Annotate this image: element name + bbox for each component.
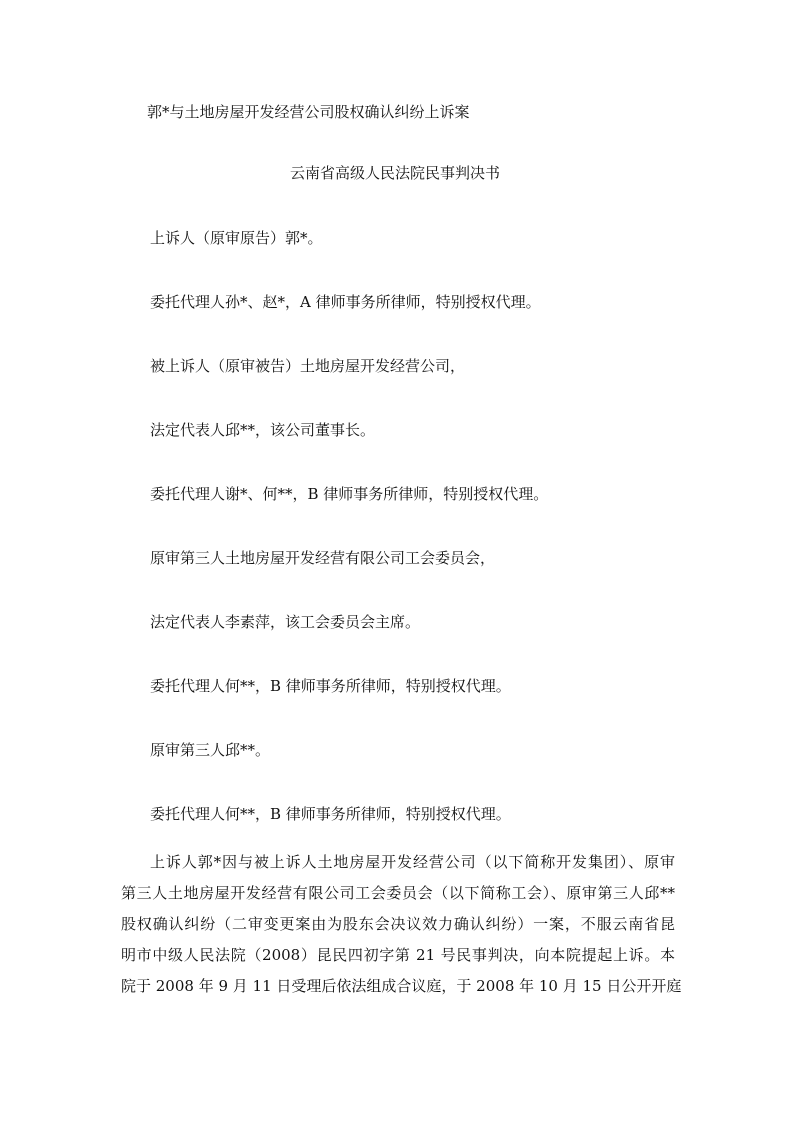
party-line: 委托代理人何**，B 律师事务所律师，特别授权代理。 bbox=[150, 805, 511, 823]
body-paragraph-line: 上诉人郭*因与被上诉人土地房屋开发经营公司（以下简称开发集团）、原审 bbox=[150, 853, 675, 871]
party-line: 上诉人（原审原告）郭*。 bbox=[150, 229, 323, 247]
party-line: 原审第三人邱**。 bbox=[150, 741, 271, 759]
document-title: 郭*与土地房屋开发经营公司股权确认纠纷上诉案 bbox=[147, 103, 470, 121]
body-paragraph-line: 第三人土地房屋开发经营有限公司工会委员会（以下简称工会）、原审第三人邱** bbox=[121, 884, 675, 902]
body-paragraph-line: 明市中级人民法院（2008）昆民四初字第 21 号民事判决，向本院提起上诉。本 bbox=[121, 946, 675, 964]
body-paragraph-line: 院于 2008 年 9 月 11 日受理后依法组成合议庭，于 2008 年 10 月 15 日公开开庭 bbox=[121, 977, 682, 995]
party-line: 原审第三人土地房屋开发经营有限公司工会委员会， bbox=[150, 549, 496, 567]
party-line: 委托代理人何**，B 律师事务所律师，特别授权代理。 bbox=[150, 677, 511, 695]
party-line: 法定代表人邱**，该公司董事长。 bbox=[150, 421, 376, 439]
party-line: 委托代理人谢*、何**，B 律师事务所律师，特别授权代理。 bbox=[150, 485, 549, 503]
party-line: 委托代理人孙*、赵*，A 律师事务所律师，特别授权代理。 bbox=[150, 293, 541, 311]
document-subtitle: 云南省高级人民法院民事判决书 bbox=[290, 164, 501, 182]
party-line: 被上诉人（原审被告）土地房屋开发经营公司， bbox=[150, 357, 466, 375]
party-line: 法定代表人李素萍，该工会委员会主席。 bbox=[150, 613, 421, 631]
body-paragraph-line: 股权确认纠纷（二审变更案由为股东会决议效力确认纠纷）一案，不服云南省昆 bbox=[121, 915, 675, 933]
